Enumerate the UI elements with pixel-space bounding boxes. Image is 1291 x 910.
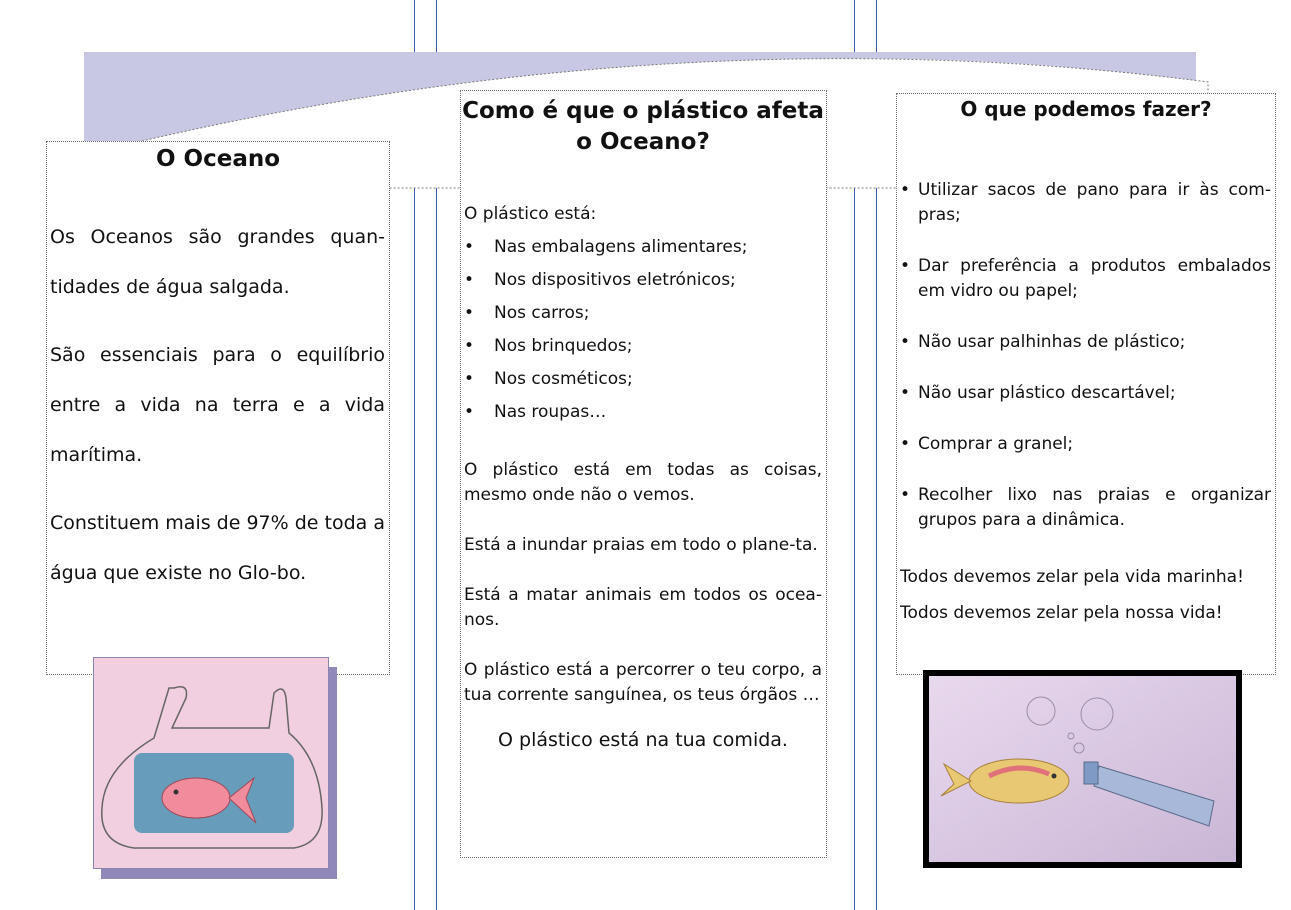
paragraph: São essenciais para o equilíbrio entre a vida na terra e a vida marítima. — [50, 344, 385, 466]
list-item: • Nos cosméticos; — [464, 367, 822, 400]
bullet: • — [900, 332, 911, 352]
bullet: • — [464, 402, 475, 422]
column-2-title: Como é que o plástico afeta o Oceano? — [462, 98, 824, 155]
closing-lines — [900, 559, 1271, 631]
column-2-text — [464, 202, 822, 753]
column-1-title: O Oceano — [155, 146, 281, 172]
list-item: • Nos carros; — [464, 301, 822, 334]
list-item: • Nas roupas… — [464, 400, 822, 433]
actions-list — [900, 178, 1271, 533]
list-item: • Utilizar sacos de pano para ir às com-pras; — [900, 180, 1271, 225]
fish-and-bottle-drawing — [924, 671, 1241, 867]
closing-line: Todos devemos zelar pela nossa vida! — [900, 603, 1223, 623]
column-3-text — [900, 178, 1271, 631]
bullet: • — [464, 270, 475, 290]
list-item: • Comprar a granel; — [900, 432, 1271, 457]
bullet: • — [464, 303, 475, 323]
fish-and-bottle-illustration — [929, 676, 1236, 862]
closing-statement: O plástico está na tua comida. — [498, 729, 788, 751]
bullet: • — [900, 434, 911, 454]
bullet: • — [464, 369, 475, 389]
list-item: • Nos dispositivos eletrónicos; — [464, 268, 822, 301]
intro-text: O plástico está: — [464, 204, 597, 224]
list-item: • Recolher lixo nas praias e organizar grupos para a dinâmica. — [900, 485, 1271, 530]
list-item: • Dar preferência a produtos embalados em vidro ou papel; — [900, 256, 1271, 301]
column-3-title: O que podemos fazer? — [960, 97, 1212, 121]
bullet: • — [900, 256, 911, 276]
plastic-locations-list — [464, 235, 822, 433]
list-item: • Nas embalagens alimentares; — [464, 235, 822, 268]
closing-line: Todos devemos zelar pela vida marinha! — [900, 567, 1244, 587]
fish-in-bag-drawing — [93, 657, 329, 869]
column-1-text — [50, 212, 385, 616]
bullet: • — [464, 336, 475, 356]
bullet: • — [900, 180, 911, 200]
list-item: • Não usar palhinhas de plástico; — [900, 330, 1271, 355]
list-item: • Não usar plástico descartável; — [900, 381, 1271, 406]
paragraph: Está a matar animais em todos os ocea-nos. — [464, 585, 822, 630]
paragraph: Os Oceanos são grandes quan-tidades de água salgada. — [50, 226, 385, 298]
paragraph: O plástico está a percorrer o teu corpo, a tua corrente sanguínea, os teus órgãos … — [464, 660, 822, 705]
paragraph: O plástico está em todas as coisas, mesmo onde não o vemos. — [464, 460, 822, 505]
bullet: • — [900, 383, 911, 403]
fish-in-bag-illustration — [94, 658, 328, 868]
paragraph: Está a inundar praias em todo o plane-ta. — [464, 535, 818, 555]
bullet: • — [900, 485, 911, 505]
paragraph: Constituem mais de 97% de toda a água que existe no Glo-bo. — [50, 512, 385, 584]
list-item: • Nos brinquedos; — [464, 334, 822, 367]
bullet: • — [464, 237, 475, 257]
